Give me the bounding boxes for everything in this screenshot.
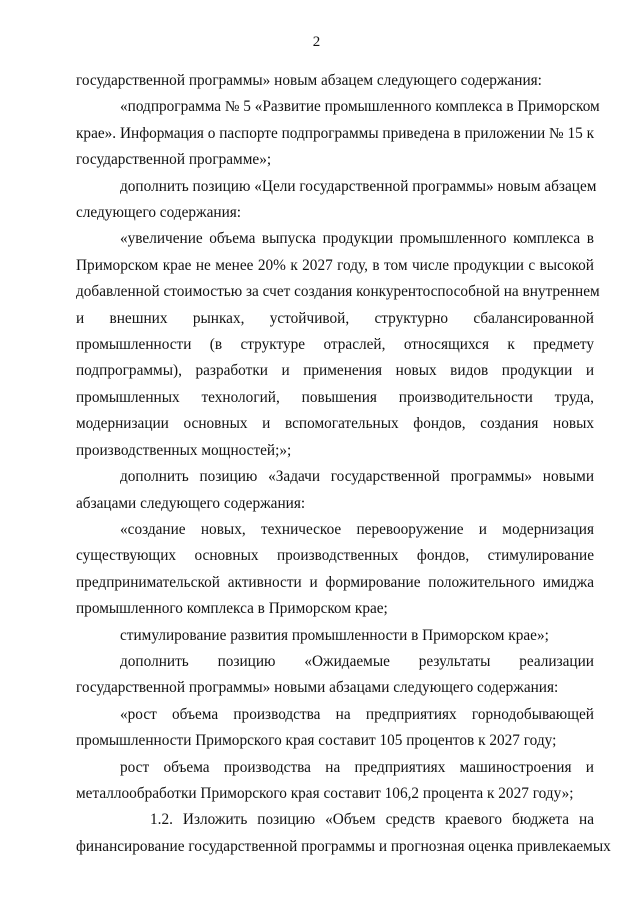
text-line: «рост объема производства на предприятиях горнодобывающей bbox=[120, 705, 594, 723]
text-line: абзацами следующего содержания: bbox=[76, 494, 306, 512]
text-line: и внешних рынках, устойчивой, структурно сбалансированной bbox=[76, 309, 594, 327]
text-line: существующих основных производственных фондов, стимулирование bbox=[76, 547, 594, 565]
paragraph bbox=[76, 226, 600, 464]
text-line: государственной программы» новыми абзацами следующего содержания: bbox=[76, 679, 559, 697]
text-line: промышленного комплекса в Приморском крае; bbox=[76, 600, 388, 618]
text-line: дополнить позицию «Цели государственной программы» новым абзацем bbox=[120, 177, 597, 195]
paragraph bbox=[76, 623, 594, 649]
paragraph bbox=[76, 649, 594, 702]
text-line: «подпрограмма № 5 «Развитие промышленного комплекса в Приморском bbox=[120, 98, 600, 116]
text-line: производственных мощностей;»; bbox=[76, 441, 292, 459]
paragraph bbox=[76, 702, 594, 755]
text-line: «увеличение объема выпуска продукции промышленного комплекса в bbox=[120, 230, 594, 248]
document-body bbox=[76, 68, 611, 860]
text-line: модернизации основных и вспомогательных фондов, создания новых bbox=[76, 415, 594, 433]
paragraph bbox=[76, 464, 594, 517]
text-line: государственной программе»; bbox=[76, 151, 272, 169]
text-line: добавленной стоимостью за счет создания конкурентоспособной на внутреннем bbox=[76, 283, 600, 301]
text-line: дополнить позицию «Ожидаемые результаты реализации bbox=[120, 652, 594, 670]
text-line: предпринимательской активности и формирование положительного имиджа bbox=[76, 573, 594, 591]
text-line: стимулирование развития промышленности в Приморском крае»; bbox=[120, 626, 549, 644]
text-line: металлообработки Приморского края составит 106,2 процента к 2027 году»; bbox=[76, 784, 574, 802]
text-line: Приморском крае не менее 20% к 2027 году, в том числе продукции с высокой bbox=[76, 256, 594, 274]
text-line: промышленных технологий, повышения производительности труда, bbox=[76, 388, 594, 406]
paragraph bbox=[76, 755, 594, 808]
paragraph bbox=[76, 807, 611, 860]
text-line: следующего содержания: bbox=[76, 204, 242, 222]
text-line: промышленности (в структуре отраслей, относящихся к предмету bbox=[76, 336, 594, 354]
paragraph bbox=[76, 517, 594, 623]
text-line: рост объема производства на предприятиях машиностроения и bbox=[120, 758, 594, 776]
paragraph bbox=[76, 94, 600, 173]
page-number: 2 bbox=[312, 34, 321, 50]
text-line: финансирование государственной программы и прогнозная оценка привлекаемых bbox=[76, 837, 611, 855]
paragraph bbox=[76, 174, 597, 227]
text-line: «создание новых, техническое перевооружение и модернизация bbox=[120, 520, 594, 538]
text-line: промышленности Приморского края составит 105 процентов к 2027 году; bbox=[76, 732, 557, 750]
text-line: подпрограммы), разработки и применения новых видов продукции и bbox=[76, 362, 594, 380]
text-line: дополнить позицию «Задачи государственной программы» новыми bbox=[120, 468, 594, 486]
text-line: государственной программы» новым абзацем следующего содержания: bbox=[76, 72, 542, 89]
text-line: крае». Информация о паспорте подпрограммы приведена в приложении № 15 к bbox=[76, 124, 595, 142]
text-line: 1.2. Изложить позицию «Объем средств краевого бюджета на bbox=[150, 811, 594, 829]
paragraph bbox=[76, 68, 594, 94]
